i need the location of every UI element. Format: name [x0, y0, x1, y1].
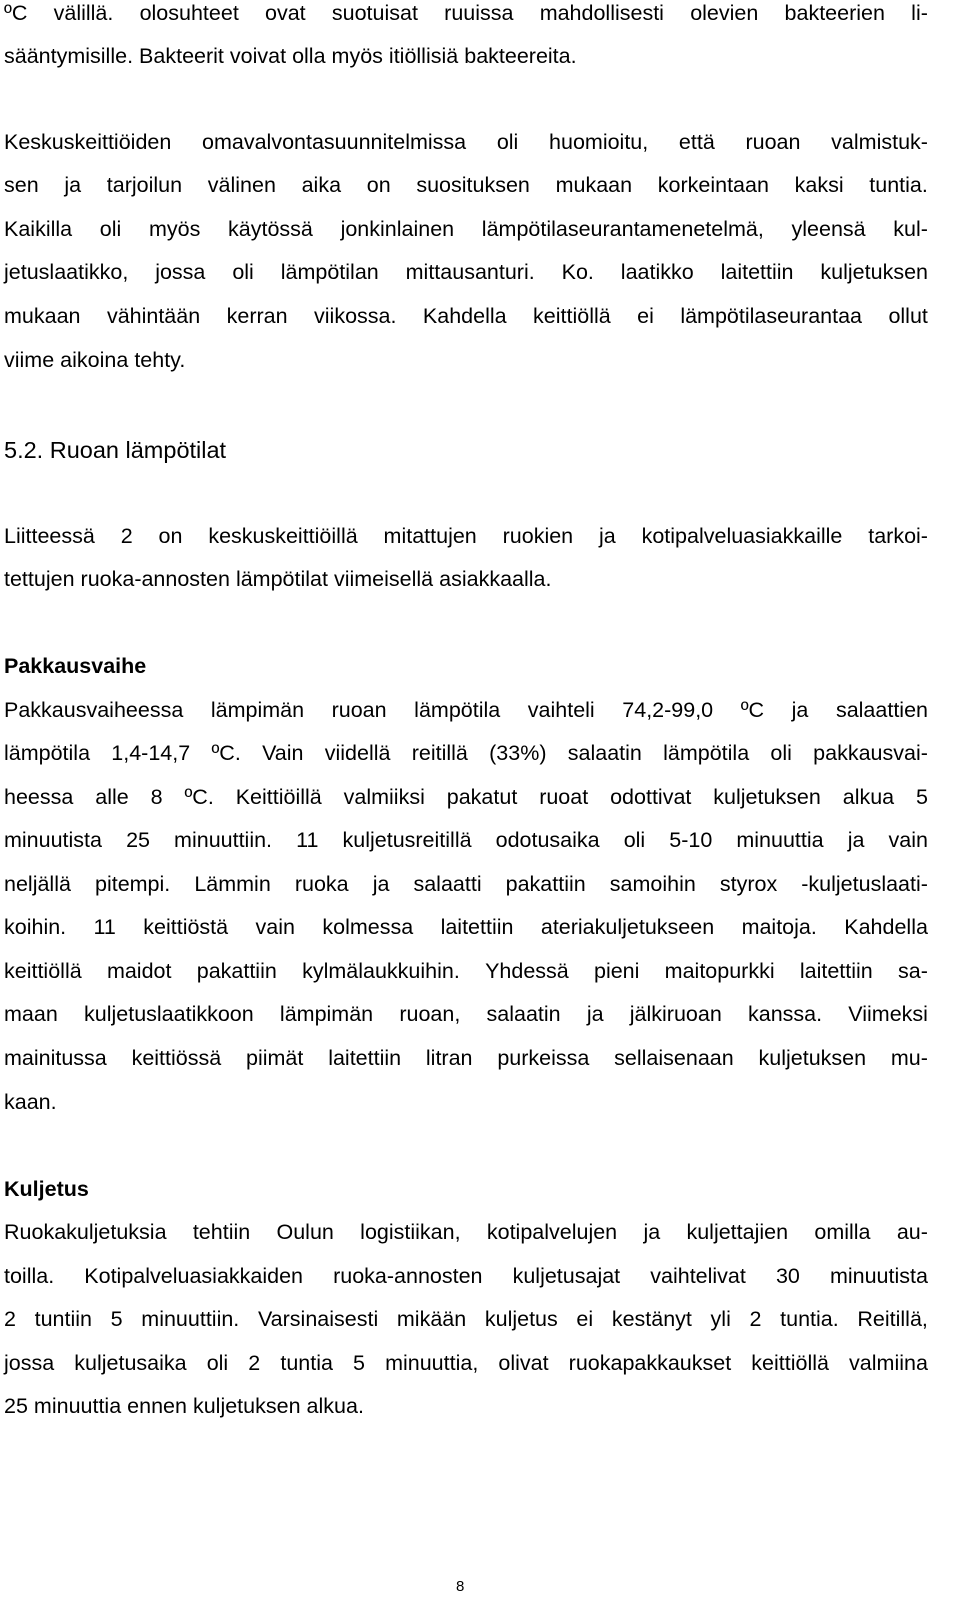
word: lämpötila: [414, 698, 501, 722]
word: alkua: [842, 785, 895, 809]
word: ruokapakkaukset: [568, 1351, 732, 1375]
word: salaatin: [567, 741, 642, 765]
word: ei: [576, 1307, 594, 1331]
word: tuntia.: [780, 1307, 839, 1331]
word: Kahdella: [844, 915, 928, 939]
word: Keittiöillä: [235, 785, 322, 809]
word: pakattiin: [196, 959, 277, 983]
word: laitettiin: [720, 260, 794, 284]
word: viime: [4, 348, 55, 372]
word: omilla: [814, 1220, 871, 1244]
paragraph-5-line: [4, 1219, 928, 1245]
paragraph-4-line: [4, 914, 928, 940]
word: Ruokakuljetuksia: [4, 1220, 167, 1244]
word: ollut: [888, 304, 928, 328]
word: 2: [4, 1307, 16, 1331]
word: Yhdessä: [485, 959, 569, 983]
word: aika: [301, 173, 342, 197]
word: asiakkaalla.: [439, 567, 552, 591]
word: kylmälaukkuihin.: [302, 959, 460, 983]
word: ruokien: [502, 524, 574, 548]
word: piimät: [246, 1046, 304, 1070]
word: maitoja.: [741, 915, 817, 939]
word: vaihtelivat: [650, 1264, 746, 1288]
paragraph-1-line: [4, 43, 928, 69]
word: mu-: [890, 1046, 928, 1070]
word: vain: [255, 915, 295, 939]
word: minuuttia,: [385, 1351, 479, 1375]
word: tuntia: [280, 1351, 333, 1375]
word: 1,4-14,7: [111, 741, 191, 765]
word: alle: [95, 785, 129, 809]
word: 2: [120, 524, 133, 548]
word: oli: [770, 741, 792, 765]
word: 74,2-99,0: [622, 698, 714, 722]
word: jetuslaatikko,: [4, 260, 129, 284]
word: kuljetuksen: [820, 260, 928, 284]
word: sa-: [898, 959, 928, 983]
paragraph-3-line: [4, 566, 928, 592]
word: Keskuskeittiöiden: [4, 130, 172, 154]
word: Liitteessä: [4, 524, 95, 548]
word: 11: [296, 828, 319, 852]
word: heessa: [4, 785, 74, 809]
word: Vain: [262, 741, 304, 765]
word: kanssa.: [747, 1002, 823, 1026]
paragraph-5-line: [4, 1393, 928, 1419]
word: tuntiin: [34, 1307, 92, 1331]
word: olivat: [498, 1351, 549, 1375]
word: sen: [4, 173, 39, 197]
word: alkua.: [306, 1394, 364, 1418]
word: sääntymisille.: [4, 44, 134, 68]
word: bakteerien: [784, 1, 885, 25]
subheading-kuljetus: Kuljetus: [4, 1177, 89, 1201]
word: oli: [623, 828, 646, 852]
paragraph-4-line: [4, 697, 928, 723]
word: mittausanturi.: [405, 260, 535, 284]
word: kestänyt: [611, 1307, 692, 1331]
word: kaan.: [4, 1090, 57, 1114]
word: kuljettajien: [686, 1220, 789, 1244]
word: kuljetusajat: [512, 1264, 621, 1288]
word: keittiöstä: [143, 915, 229, 939]
word: voivat: [229, 44, 287, 68]
paragraph-3-line: [4, 523, 928, 549]
word: oli: [232, 260, 254, 284]
word: kotipalvelujen: [486, 1220, 618, 1244]
word: tarkoi-: [868, 524, 928, 548]
paragraph-4-line: [4, 958, 928, 984]
word: 5: [110, 1307, 123, 1331]
word: kul-: [893, 217, 928, 241]
word: lämpötilat: [235, 567, 328, 591]
word: toilla.: [4, 1264, 55, 1288]
word: pakkausvai-: [813, 741, 928, 765]
word: Ko.: [561, 260, 594, 284]
word: 8: [150, 785, 163, 809]
word: lämpötila: [4, 741, 91, 765]
paragraph-4-line: [4, 827, 928, 853]
word: että: [678, 130, 715, 154]
word: olla: [292, 44, 326, 68]
word: 2: [248, 1351, 261, 1375]
word: 2: [749, 1307, 762, 1331]
word: odotusaika: [495, 828, 600, 852]
paragraph-2-line: [4, 303, 928, 329]
word: 25: [126, 828, 150, 852]
word: laatikko: [620, 260, 694, 284]
paragraph-4-line: [4, 1001, 928, 1027]
word: tehtiin: [192, 1220, 251, 1244]
word: suosituksen: [416, 173, 530, 197]
word: minuutista: [4, 828, 102, 852]
word: mahdollisesti: [539, 1, 664, 25]
word: salaatti: [413, 872, 482, 896]
word: laitettiin: [440, 915, 514, 939]
word: tehty.: [134, 348, 186, 372]
word: odottivat: [610, 785, 692, 809]
word: ovat: [265, 1, 306, 25]
paragraph-4-line: [4, 784, 928, 810]
word: Varsinaisesti: [257, 1307, 379, 1331]
word: oli: [496, 130, 519, 154]
word: 11: [93, 915, 116, 939]
word: on: [158, 524, 183, 548]
page-number: 8: [456, 1578, 465, 1595]
word: jälkiruoan: [629, 1002, 722, 1026]
word: kaksi: [794, 173, 844, 197]
word: ateriakuljetukseen: [540, 915, 715, 939]
word: lämpötila: [663, 741, 750, 765]
paragraph-2-line: [4, 172, 928, 198]
word: välinen: [207, 173, 276, 197]
word: olevien: [690, 1, 759, 25]
word: ja: [847, 828, 865, 852]
word: suotuisat: [331, 1, 418, 25]
paragraph-1-line: [4, 0, 928, 26]
word: keittiössä: [131, 1046, 222, 1070]
word: minuuttiin.: [174, 828, 273, 852]
word: mukaan: [4, 304, 81, 328]
word: kuljetus: [484, 1307, 558, 1331]
word: kuljetusaika: [74, 1351, 187, 1375]
word: tuntia.: [869, 173, 928, 197]
word: kerran: [226, 304, 288, 328]
word: purkeissa: [497, 1046, 590, 1070]
word: viikossa.: [314, 304, 397, 328]
word: maidot: [106, 959, 172, 983]
word: ja: [599, 524, 616, 548]
word: 5: [353, 1351, 365, 1375]
word: valmiiksi: [343, 785, 425, 809]
word: mainitussa: [4, 1046, 107, 1070]
word: kuljetusreitillä: [342, 828, 472, 852]
word: kotipalveluasiakkaille: [641, 524, 843, 548]
word: myös: [331, 44, 383, 68]
word: ruoka-annosten: [333, 1264, 483, 1288]
word: pakatut: [446, 785, 518, 809]
word: vain: [888, 828, 928, 852]
paragraph-2-line: [4, 216, 928, 242]
word: valmiina: [849, 1351, 928, 1375]
word: (33%): [489, 741, 547, 765]
paragraph-5-line: [4, 1263, 928, 1289]
word: ºC.: [184, 785, 214, 809]
paragraph-4-line: [4, 871, 928, 897]
word: välillä.: [53, 1, 114, 25]
word: au-: [896, 1220, 928, 1244]
word: ennen: [127, 1394, 187, 1418]
word: on: [366, 173, 391, 197]
word: Bakteerit: [139, 44, 224, 68]
word: -kuljetuslaati-: [801, 872, 928, 896]
word: Kahdella: [422, 304, 507, 328]
section-heading: 5.2. Ruoan lämpötilat: [4, 437, 227, 463]
word: kuljetuksen: [192, 1394, 301, 1418]
word: ruoat: [539, 785, 589, 809]
word: jossa: [4, 1351, 55, 1375]
word: bakteereita.: [464, 44, 577, 68]
word: minuuttia: [33, 1394, 122, 1418]
word: salaattien: [835, 698, 928, 722]
word: mukaan: [555, 173, 633, 197]
word: Kotipalveluasiakkaiden: [84, 1264, 304, 1288]
paragraph-4-line: [4, 1089, 928, 1115]
word: aikoina: [60, 348, 129, 372]
word: mitattujen: [383, 524, 477, 548]
word: 5: [916, 785, 928, 809]
word: litran: [425, 1046, 473, 1070]
word: Pakkausvaiheessa: [4, 698, 184, 722]
word: ja: [791, 698, 809, 722]
word: minuuttiin.: [141, 1307, 240, 1331]
word: Reitillä,: [857, 1307, 928, 1331]
paragraph-2-line: [4, 129, 928, 155]
word: jonkinlainen: [340, 217, 455, 241]
word: vähintään: [106, 304, 201, 328]
word: ºC.: [211, 741, 241, 765]
word: ja: [372, 872, 390, 896]
word: kuljetuksen: [758, 1046, 867, 1070]
paragraph-4-line: [4, 1045, 928, 1071]
word: keittiöllä: [4, 959, 82, 983]
word: ruoan: [331, 698, 387, 722]
subheading-pakkausvaihe: Pakkausvaihe: [4, 654, 147, 678]
paragraph-2-line: [4, 259, 928, 285]
word: maitopurkki: [664, 959, 775, 983]
word: keskuskeittiöillä: [208, 524, 358, 548]
word: Lämmin: [194, 872, 271, 896]
word: ja: [643, 1220, 661, 1244]
word: reitillä: [411, 741, 468, 765]
word: vaihteli: [527, 698, 595, 722]
word: tarjoilun: [106, 173, 183, 197]
word: myös: [148, 217, 201, 241]
word: ja: [64, 173, 82, 197]
word: minuutista: [829, 1264, 928, 1288]
word: lämpötilaseurantaa: [680, 304, 862, 328]
word: olosuhteet: [139, 1, 239, 25]
word: 30: [775, 1264, 800, 1288]
word: laitettiin: [799, 959, 873, 983]
word: Oulun: [276, 1220, 334, 1244]
word: maan: [4, 1002, 58, 1026]
word: viimeisellä: [333, 567, 434, 591]
word: lämpimän: [279, 1002, 374, 1026]
word: lämpimän: [210, 698, 305, 722]
word: itiöllisiä: [388, 44, 459, 68]
word: mikään: [396, 1307, 467, 1331]
word: pieni: [593, 959, 640, 983]
word: 25: [4, 1394, 28, 1418]
word: lämpötilaseurantamenetelmä,: [481, 217, 764, 241]
word: Kaikilla: [4, 217, 73, 241]
word: koihin.: [4, 915, 67, 939]
word: ja: [586, 1002, 604, 1026]
word: keittiöllä: [533, 304, 611, 328]
word: huomioitu,: [549, 130, 649, 154]
paragraph-2-line: [4, 347, 928, 373]
word: oli: [206, 1351, 229, 1375]
word: logistiikan,: [360, 1220, 461, 1244]
paragraph-5-line: [4, 1306, 928, 1332]
word: ruuissa: [444, 1, 514, 25]
word: keittiöllä: [751, 1351, 829, 1375]
word: kuljetuslaatikkoon: [84, 1002, 254, 1026]
word: ruoan,: [399, 1002, 461, 1026]
word: omavalvontasuunnitelmissa: [202, 130, 467, 154]
word: yli: [710, 1307, 731, 1331]
word: sellaisenaan: [614, 1046, 734, 1070]
word: käytössä: [228, 217, 313, 241]
word: tettujen: [4, 567, 75, 591]
word: jossa: [155, 260, 206, 284]
word: pakattiin: [505, 872, 586, 896]
word: yleensä: [791, 217, 866, 241]
word: ruoka: [294, 872, 349, 896]
paragraph-4-line: [4, 740, 928, 766]
word: minuuttia: [736, 828, 824, 852]
word: viidellä: [324, 741, 391, 765]
word: ºC: [740, 698, 765, 722]
word: ruoan: [745, 130, 801, 154]
word: li-: [911, 1, 928, 25]
word: pitempi.: [94, 872, 171, 896]
word: korkeintaan: [657, 173, 769, 197]
paragraph-5-line: [4, 1350, 928, 1376]
word: oli: [99, 217, 122, 241]
word: samoihin: [609, 872, 696, 896]
word: neljällä: [4, 872, 71, 896]
word: Viimeksi: [848, 1002, 928, 1026]
word: ei: [637, 304, 654, 328]
word: salaatin: [486, 1002, 561, 1026]
word: lämpötilan: [280, 260, 379, 284]
word: kuljetuksen: [713, 785, 821, 809]
word: valmistuk-: [831, 130, 928, 154]
word: 5-10: [669, 828, 713, 852]
word: kolmessa: [322, 915, 414, 939]
word: ruoka-annosten: [80, 567, 230, 591]
word: laitettiin: [328, 1046, 402, 1070]
word: styrox: [719, 872, 778, 896]
word: ºC: [4, 1, 28, 25]
